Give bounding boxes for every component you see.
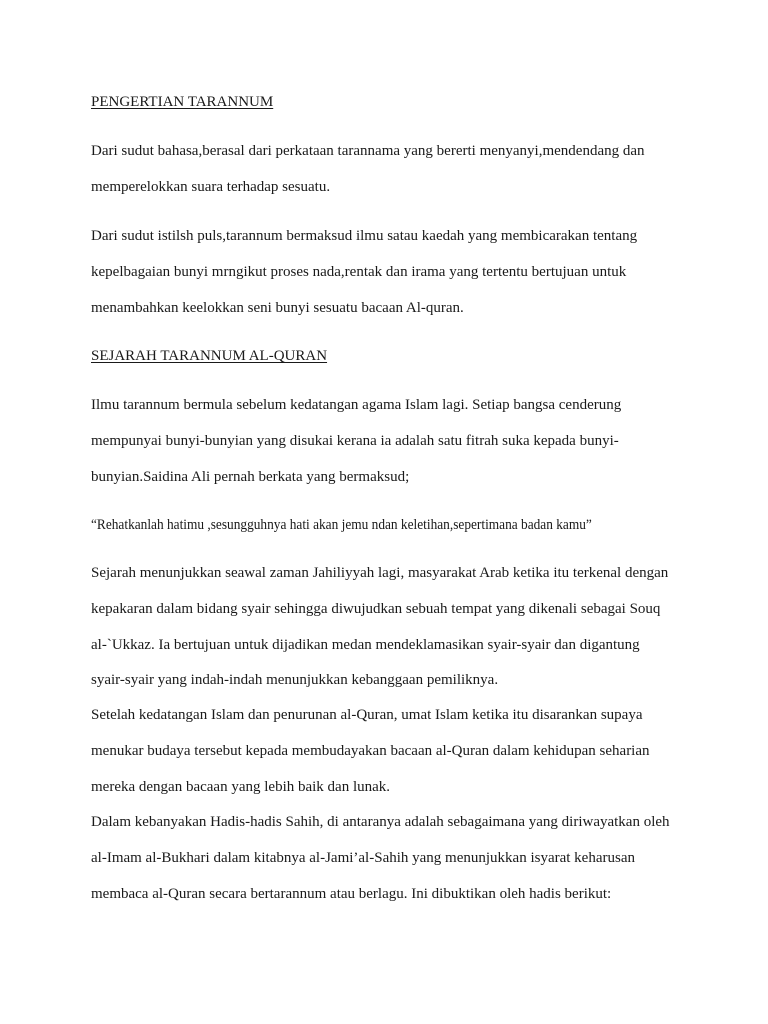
paragraph-jahiliyyah-line-4: syair-syair yang indah-indah menunjukkan kebanggaan pemiliknya. <box>91 672 499 688</box>
paragraph-jahiliyyah-line-2: kepakaran dalam bidang syair sehingga diwujudkan sebuah tempat yang dikenali sebagai Souq <box>91 601 661 617</box>
paragraph-islam-arrival-line-2: menukar budaya tersebut kepada membudayakan bacaan al-Quran dalam kehidupan seharian <box>91 743 650 759</box>
quote-saidina-ali: “Rehatkanlah hatimu ,sesungguhnya hati akan jemu ndan keletihan,sepertimana badan kamu” <box>91 517 592 533</box>
paragraph-definition-language-line-2: memperelokkan suara terhadap sesuatu. <box>91 179 331 195</box>
paragraph-history-intro-line-1: Ilmu tarannum bermula sebelum kedatangan agama Islam lagi. Setiap bangsa cenderung <box>91 397 622 413</box>
paragraph-jahiliyyah-line-1: Sejarah menunjukkan seawal zaman Jahiliyyah lagi, masyarakat Arab ketika itu terkenal dengan <box>91 565 669 581</box>
paragraph-definition-language-line-1: Dari sudut bahasa,berasal dari perkataan tarannama yang bererti menyanyi,mendendang dan <box>91 143 645 159</box>
heading-sejarah-tarannum: SEJARAH TARANNUM AL-QURAN <box>91 348 328 364</box>
paragraph-hadith-line-1: Dalam kebanyakan Hadis-hadis Sahih, di antaranya adalah sebagaimana yang diriwayatkan oleh <box>91 814 670 830</box>
paragraph-islam-arrival-line-1: Setelah kedatangan Islam dan penurunan al-Quran, umat Islam ketika itu disarankan supaya <box>91 707 643 723</box>
paragraph-jahiliyyah-line-3: al-`Ukkaz. Ia bertujuan untuk dijadikan medan mendeklamasikan syair-syair dan digantung <box>91 637 640 653</box>
paragraph-islam-arrival-line-3: mereka dengan bacaan yang lebih baik dan lunak. <box>91 779 391 795</box>
paragraph-history-intro-line-2: mempunyai bunyi-bunyian yang disukai kerana ia adalah satu fitrah suka kepada bunyi- <box>91 433 619 449</box>
paragraph-hadith-line-2: al-Imam al-Bukhari dalam kitabnya al-Jami’al-Sahih yang menunjukkan isyarat keharusan <box>91 850 635 866</box>
paragraph-hadith-line-3: membaca al-Quran secara bertarannum atau berlagu. Ini dibuktikan oleh hadis berikut: <box>91 886 612 902</box>
paragraph-definition-term-line-3: menambahkan keelokkan seni bunyi sesuatu bacaan Al-quran. <box>91 300 464 316</box>
paragraph-definition-term-line-1: Dari sudut istilsh puls,tarannum bermaksud ilmu satau kaedah yang membicarakan tentang <box>91 228 638 244</box>
paragraph-definition-term-line-2: kepelbagaian bunyi mrngikut proses nada,rentak dan irama yang tertentu bertujuan untuk <box>91 264 627 280</box>
paragraph-history-intro-line-3: bunyian.Saidina Ali pernah berkata yang bermaksud; <box>91 469 410 485</box>
heading-pengertian-tarannum: PENGERTIAN TARANNUM <box>91 94 274 110</box>
